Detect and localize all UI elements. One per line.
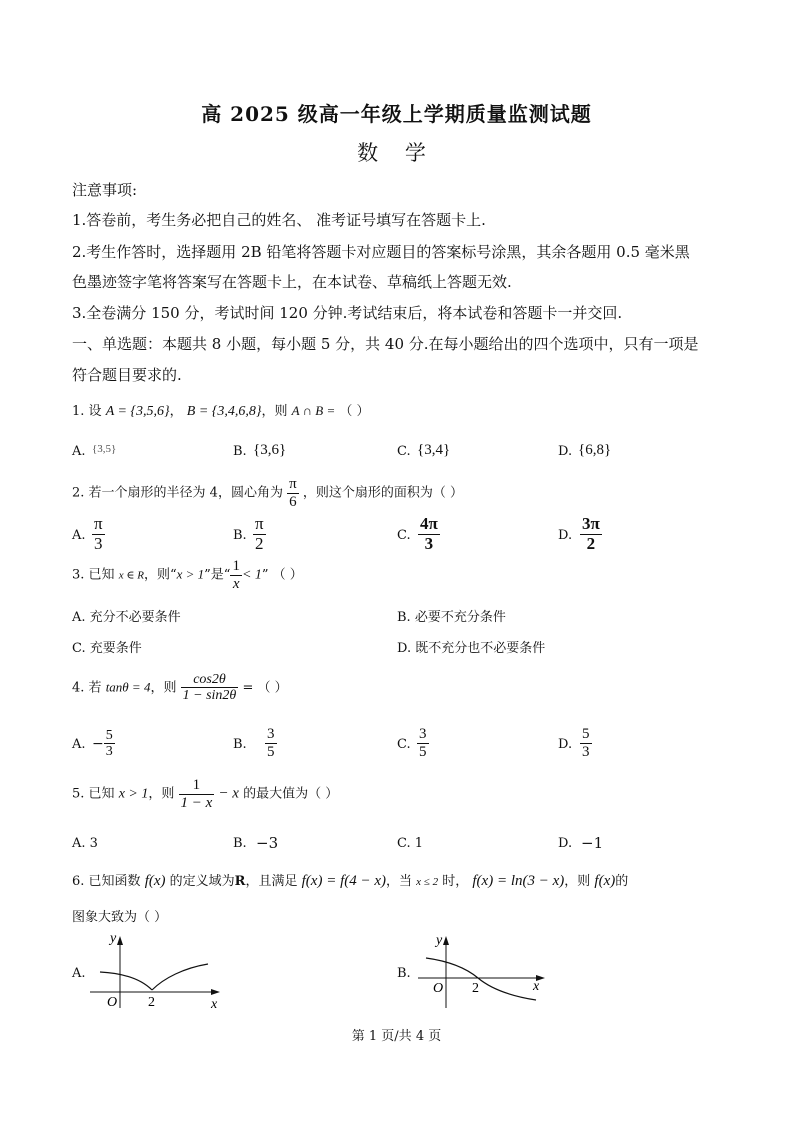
- q4-a-sign: −: [92, 735, 104, 752]
- q4-a-num: 5: [105, 728, 113, 743]
- q6-end: 的: [615, 874, 629, 889]
- q3-frac-num: 1: [232, 558, 240, 574]
- q4-option-b-label: B.: [233, 737, 247, 752]
- question-3: [72, 558, 303, 592]
- q3-suffix: ” （ ）: [261, 567, 303, 583]
- graph-a-curve-left: [100, 972, 152, 990]
- q2-option-a-label: A.: [72, 528, 86, 543]
- q2-angle-den: 6: [289, 493, 297, 510]
- question-4: [72, 672, 288, 704]
- q1-option-a-label: A.: [72, 444, 86, 459]
- notice-item-2-cont: 色墨迹签字笔将答案写在答题卡上，在本试卷、草稿纸上答题无效.: [72, 273, 512, 291]
- q2-angle: [287, 476, 299, 510]
- q6-def: f(x) = ln(3 − x): [472, 873, 565, 889]
- q4-b-den: 5: [267, 743, 275, 760]
- exam-title: 高 2025 级高一年级上学期质量监测试题: [201, 102, 592, 126]
- q6-mid5: ，则: [564, 874, 591, 889]
- graph-b-origin: O: [433, 981, 444, 996]
- q4-frac-num: cos2θ: [181, 672, 239, 688]
- q5-suffix: 的最大值为（ ）: [243, 786, 339, 802]
- question-2: [72, 476, 463, 510]
- graph-a-y-label: y: [110, 931, 117, 946]
- q4-option-b: [265, 726, 277, 760]
- q4-option-a-label: A.: [72, 737, 86, 752]
- q3-option-c: C. 充要条件: [72, 641, 142, 656]
- q2-option-b-label: B.: [233, 528, 247, 543]
- q3-rel: < 1: [241, 567, 262, 583]
- q1-option-b: {3,6}: [253, 442, 287, 458]
- question-6: [72, 870, 628, 890]
- q5-frac: [179, 777, 215, 811]
- q1-option-a: {3,5}: [92, 443, 117, 455]
- q5-prefix: 5. 已知: [72, 786, 115, 802]
- q2-b-den: 2: [255, 533, 264, 553]
- graph-b-mark: 2: [472, 981, 479, 996]
- q5-cond: x > 1: [118, 786, 149, 802]
- q2-c-num: 4π: [420, 514, 438, 533]
- q4-a-frac: [104, 728, 115, 760]
- q2-option-b: [253, 515, 266, 553]
- graph-a-x-label: x: [211, 997, 218, 1010]
- q4-option-c: [417, 726, 429, 760]
- graph-b-y-label: y: [436, 933, 443, 948]
- q4-prefix: 4. 若: [72, 680, 102, 696]
- page-footer: 第 1 页/共 4 页: [351, 1029, 442, 1044]
- q4-c-num: 3: [419, 726, 427, 742]
- q5-option-c: C. 1: [397, 836, 424, 851]
- graph-a-origin: O: [107, 995, 118, 1010]
- q2-option-a: [92, 515, 105, 553]
- q1-set-a: A = {3,5,6}: [105, 404, 170, 419]
- q3-mid: ，则“: [143, 567, 177, 583]
- notice-item-3: 3.全卷满分 150 分，考试时间 120 分钟.考试结束后，将本试卷和答题卡一并交回.: [72, 304, 623, 322]
- q1-option-b-label: B.: [233, 444, 247, 459]
- q1-set-b: B = {3,4,6,8}: [186, 404, 262, 419]
- q4-d-num: 5: [582, 726, 590, 742]
- q4-frac: [181, 672, 239, 704]
- q4-option-c-label: C.: [397, 737, 411, 752]
- q4-cond: tanθ = 4: [105, 679, 151, 695]
- q2-a-num: π: [94, 514, 103, 533]
- q5-option-b-label: B.: [233, 836, 247, 851]
- graph-a-y-arrow: [117, 936, 123, 945]
- q5-mid: ，则: [148, 786, 175, 802]
- section-heading-cont: 符合题目要求的.: [72, 366, 182, 384]
- q2-option-c: [418, 515, 440, 553]
- q1-option-d-label: D.: [558, 444, 573, 459]
- q3-prefix: 3. 已知: [72, 567, 115, 583]
- question-1: [72, 400, 370, 420]
- q4-option-d: [580, 726, 592, 760]
- graph-a-x-arrow: [211, 989, 220, 995]
- section-heading: 一、单选题：本题共 8 小题，每小题 5 分，共 40 分.在每小题给出的四个选项中，只有一项是: [72, 335, 699, 353]
- q5-frac-den: 1 − x: [180, 794, 213, 811]
- q3-mid2: ”是“: [204, 567, 231, 583]
- q1-option-c-label: C.: [397, 444, 411, 459]
- question-5: [72, 777, 338, 811]
- q4-b-num: 3: [267, 726, 275, 742]
- graph-b-x-label: x: [533, 979, 540, 994]
- q6-mid: 的定义域为: [169, 874, 235, 889]
- q4-suffix: = （ ）: [242, 680, 288, 696]
- q5-option-d-label: D.: [558, 836, 573, 851]
- q2-option-d: [580, 515, 602, 553]
- notice-heading: 注意事项:: [72, 181, 138, 199]
- q4-a-den: 3: [105, 744, 113, 760]
- q3-option-b: B. 必要不充分条件: [397, 610, 506, 625]
- q2-prefix: 2. 若一个扇形的半径为 4，圆心角为: [72, 485, 283, 501]
- q4-mid: ，则: [150, 680, 177, 696]
- q2-suffix: ，则这个扇形的面积为（ ）: [302, 485, 463, 501]
- q1-option-c: {3,4}: [417, 442, 451, 458]
- q2-angle-num: π: [289, 476, 297, 492]
- question-6-cont: 图象大致为（ ）: [72, 910, 168, 925]
- q6-mid2: ，且满足: [245, 874, 298, 889]
- q2-b-num: π: [255, 514, 264, 533]
- q1-prefix: 1. 设: [72, 404, 102, 419]
- q3-cond: x ∈ R: [118, 569, 144, 582]
- q4-c-den: 5: [419, 743, 427, 760]
- q1-then: ，则: [261, 404, 288, 419]
- q2-c-den: 3: [424, 533, 434, 553]
- q2-option-c-label: C.: [397, 528, 411, 543]
- q1-expr: A ∩ B =: [291, 403, 336, 418]
- q4-option-a: [92, 728, 115, 760]
- q6-cond: x ≤ 2: [416, 876, 439, 888]
- q6-f1: f(x): [144, 873, 166, 889]
- q6-prefix: 6. 已知函数: [72, 874, 141, 889]
- graph-b-y-arrow: [443, 936, 449, 945]
- q3-p: x > 1: [176, 566, 205, 582]
- q5-option-a: A. 3: [72, 836, 98, 851]
- subject-title: 数 学: [357, 141, 436, 165]
- q2-d-den: 2: [586, 533, 596, 553]
- q5-option-b: −3: [256, 834, 279, 852]
- q1-sep: ，: [169, 404, 183, 419]
- q6-eq: f(x) = f(4 − x): [301, 873, 387, 889]
- graph-a-mark: 2: [148, 995, 155, 1010]
- q2-a-den: 3: [94, 533, 103, 553]
- q5-option-d: −1: [581, 834, 604, 852]
- notice-item-2: 2.考生作答时，选择题用 2B 铅笔将答题卡对应题目的答案标号涂黑，其余各题用 0.5 毫米黑: [72, 243, 690, 261]
- q6-mid3: ，当: [386, 874, 413, 889]
- q6-graph-b: [418, 928, 553, 1010]
- q4-d-den: 3: [582, 743, 590, 760]
- q6-option-b-label: B.: [397, 966, 411, 981]
- notice-item-1: 1.答卷前，考生务必把自己的姓名、 准考证号填写在答题卡上.: [72, 211, 486, 229]
- q6-option-a-label: A.: [72, 966, 86, 981]
- q4-frac-den: 1 − sin2θ: [182, 688, 237, 704]
- q3-option-a: A. 充分不必要条件: [72, 610, 181, 625]
- q6-mid4: 时，: [442, 874, 469, 889]
- q6-R: R: [234, 874, 246, 889]
- q1-paren: （ ）: [339, 404, 370, 419]
- q2-option-d-label: D.: [558, 528, 573, 543]
- q5-frac-num: 1: [179, 777, 215, 795]
- q3-option-d: D. 既不充分也不必要条件: [397, 641, 546, 656]
- q6-graph-a: [90, 928, 225, 1010]
- q1-option-d: {6,8}: [578, 442, 612, 458]
- q5-tail: − x: [218, 785, 239, 802]
- q3-frac-den: x: [232, 575, 240, 592]
- q4-option-d-label: D.: [558, 737, 573, 752]
- q6-f2: f(x): [594, 873, 616, 889]
- graph-a-curve-right: [152, 964, 208, 990]
- q3-frac: [230, 558, 242, 592]
- q2-d-num: 3π: [582, 514, 600, 533]
